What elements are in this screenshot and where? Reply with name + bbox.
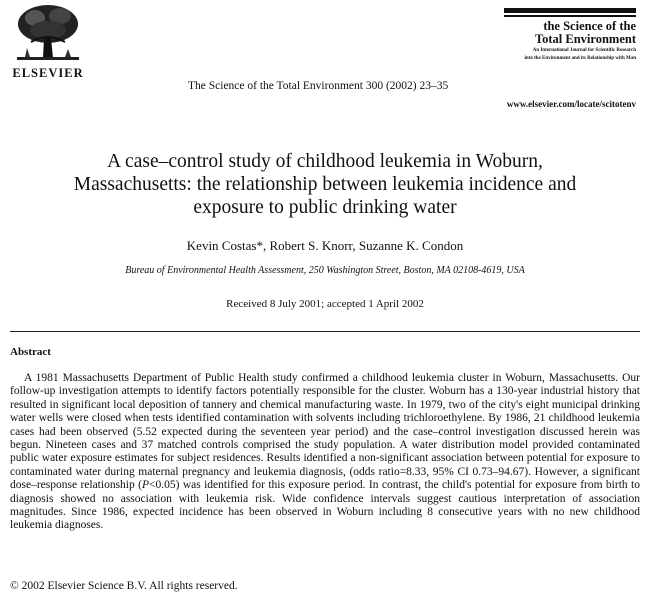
copyright-notice: © 2002 Elsevier Science B.V. All rights reserved. bbox=[10, 580, 238, 592]
journal-subtitle-line1: An International Journal for Scientific Research bbox=[532, 48, 636, 53]
received-dates: Received 8 July 2001; accepted 1 April 2002 bbox=[226, 298, 424, 310]
journal-title-line2: Total Environment bbox=[534, 32, 636, 46]
journal-title-line1: the Science of the bbox=[543, 19, 636, 33]
abstract-text-part1: A 1981 Massachusetts Department of Public Health study confirmed a childhood leukemia cluster in Woburn, Massachusetts. Our follow-up investigation attempts to identify factors potentially responsible for the cluster. Woburn has a 130-year industrial history that resulted in significant local deposition of tannery and chemical manufacturing waste. In 1979, two of the city's eight municipal drinking water wells were closed when tests identified contamination with solvents including trichloroethylene. By 1986, 21 childhood leukemia cases had been observed (5.52 expected during the seventeen year period) and the case–control investigation discussed herein was begun. Nineteen cases and 37 matched controls comprised the study population. A water distribution model provided contaminated public water exposure estimates for subject residences. Results identified a non-significant association between potential for exposure to contaminated water during maternal pregnancy and leukemia diagnosis, (odds ratio=8.33, 95% CI 0.73–94.67). However, a significant dose–response relationship ( bbox=[10, 372, 640, 492]
p-value-symbol: P bbox=[141, 479, 149, 492]
masthead-rule-thin bbox=[504, 15, 636, 17]
elsevier-tree-logo-icon bbox=[13, 2, 83, 66]
article-title-line3: exposure to public drinking water bbox=[193, 197, 457, 218]
journal-url[interactable]: www.elsevier.com/locate/scitotenv bbox=[506, 99, 636, 109]
section-divider bbox=[10, 331, 640, 332]
article-title-line2: Massachusetts: the relationship between leukemia incidence and bbox=[73, 174, 577, 195]
publisher-name: ELSEVIER bbox=[12, 66, 84, 80]
journal-subtitle-line2: into the Environment and its Relationship with Man bbox=[524, 56, 636, 61]
article-title-line1: A case–control study of childhood leukemia in Woburn, bbox=[107, 151, 543, 172]
abstract-body bbox=[10, 372, 640, 533]
publisher-logo bbox=[6, 2, 90, 81]
article-title bbox=[40, 150, 610, 219]
author-list: Kevin Costas*, Robert S. Knorr, Suzanne K. Condon bbox=[186, 238, 464, 253]
author-affiliation: Bureau of Environmental Health Assessment, 250 Washington Street, Boston, MA 02108-4619, USA bbox=[125, 265, 525, 276]
abstract-text-part2: <0.05) was identified for this exposure period. In contrast, the child's potential for exposure from birth to diagnosis showed no association with leukemia risk. Wide confidence intervals suggest cautious interpretation of association magnitudes. Since 1986, expected incidence has been observed in Woburn including 8 consecutive years with no new childhood leukemia diagnoses. bbox=[10, 479, 640, 532]
abstract-heading: Abstract bbox=[10, 346, 51, 358]
masthead-rule-thick bbox=[504, 8, 636, 13]
journal-masthead bbox=[504, 8, 636, 62]
journal-citation: The Science of the Total Environment 300 (2002) 23–35 bbox=[188, 80, 449, 92]
